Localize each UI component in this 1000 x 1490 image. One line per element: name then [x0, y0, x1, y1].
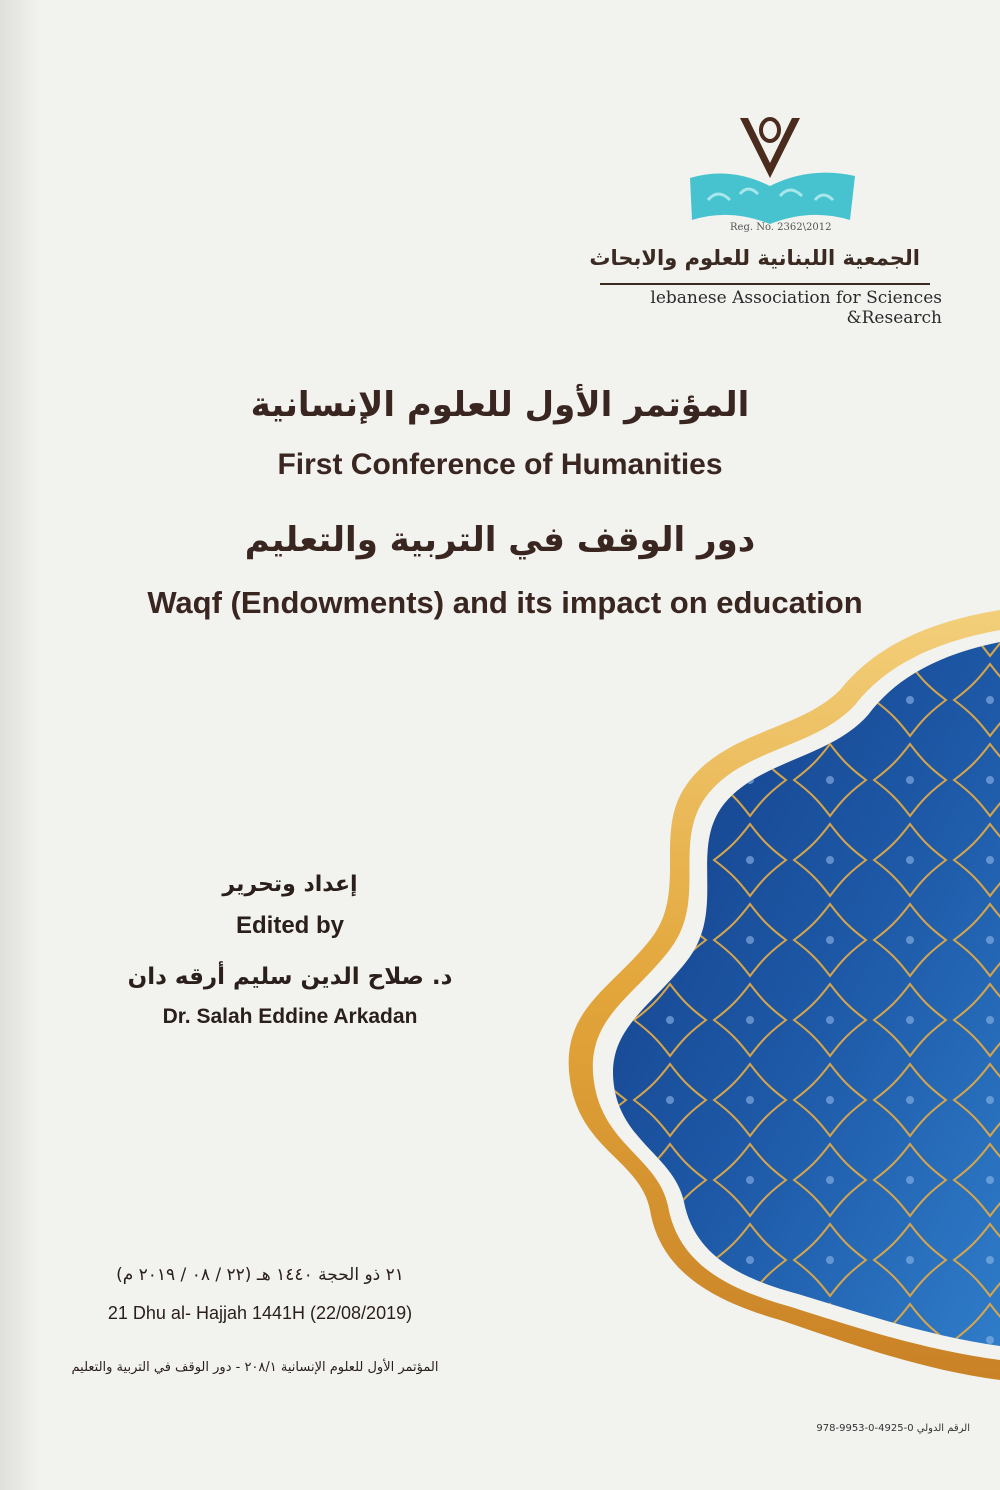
date-english: 21 Dhu al- Hajjah 1441H (22/08/2019) [107, 1303, 413, 1323]
editor-label-arabic: إعداد وتحرير [222, 872, 358, 897]
topic-title-arabic: دور الوقف في التربية والتعليم [244, 520, 756, 560]
date-arabic: ٢١ ذو الحجة ١٤٤٠ هـ (٢٢ / ٠٨ / ٢٠١٩ م) [116, 1265, 404, 1285]
association-logo [670, 108, 870, 238]
editor-name-english: Dr. Salah Eddine Arkadan [162, 1005, 418, 1028]
association-divider [600, 283, 930, 285]
isbn-number: الرقم الدولي 0-4925-0-9953-978 [816, 1423, 970, 1434]
editor-name-arabic: د. صلاح الدين سليم أرقه دان [127, 964, 453, 990]
islamic-pattern-ornament [540, 580, 1000, 1390]
conference-title-english: First Conference of Humanities [277, 448, 723, 481]
association-name-english: lebanese Association for Sciences &Research [650, 288, 942, 328]
editor-label-english: Edited by [235, 912, 344, 939]
conference-title-arabic: المؤتمر الأول للعلوم الإنسانية [250, 385, 750, 425]
registration-number: Reg. No. 2362\2012 [730, 222, 832, 233]
spine-shadow [0, 0, 40, 1490]
topic-title-english: Waqf (Endowments) and its impact on education [147, 585, 863, 620]
association-name-arabic: الجمعية اللبنانية للعلوم والابحاث [589, 246, 920, 270]
series-footer: المؤتمر الأول للعلوم الإنسانية ٢٠٨/١ - دور الوقف في التربية والتعليم [71, 1360, 439, 1375]
